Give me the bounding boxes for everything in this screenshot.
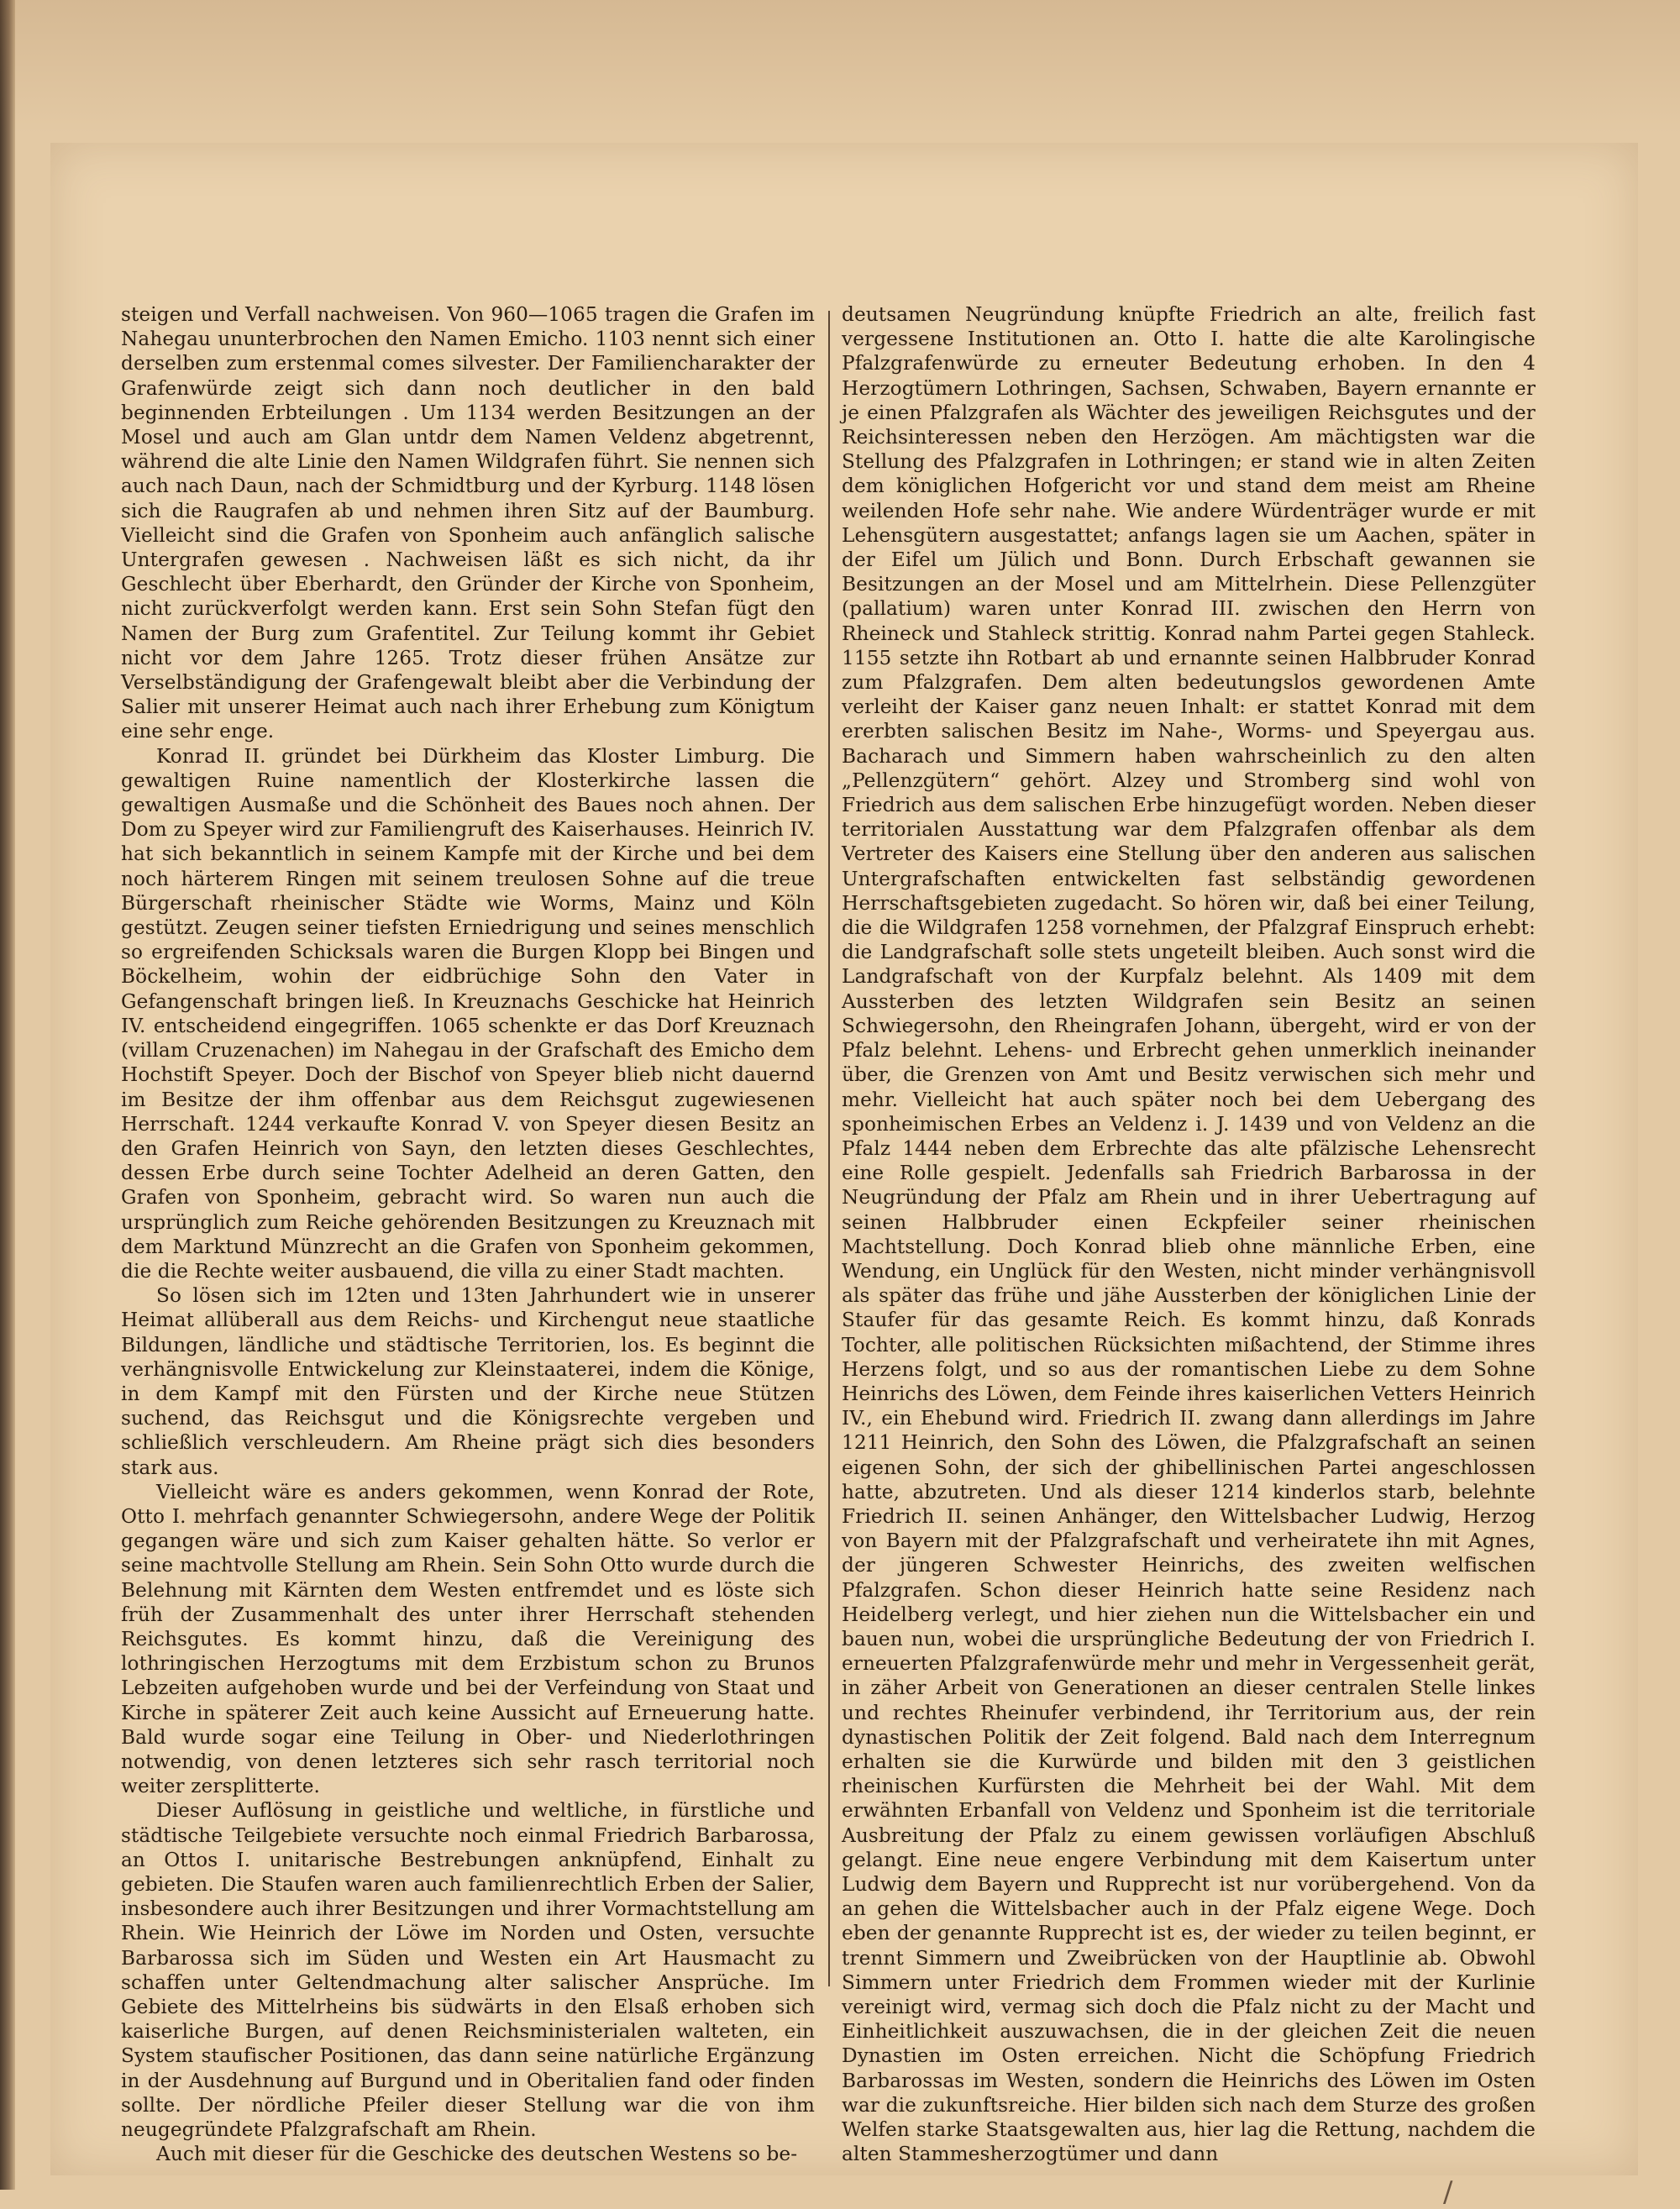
document-page bbox=[50, 143, 1638, 2209]
left-paragraph-1: steigen und Verfall nachweisen. Von 960—1065 tragen die Grafen im Nahegau ununterbrochen den Namen Emicho. 1103 nennt sich einer derselben zum erstenmal comes silvester. Der Familiencharakter der Grafenwürde zeigt sich dann noch deutlicher in den bald beginnenden Erbteilungen . Um 1134 werden Besitzungen an der Mosel und auch am Glan untdr dem Namen Veldenz abgetrennt, während die alte Linie den Namen Wildgrafen führt. Sie nennen sich auch nach Daun, nach der Schmidtburg und der Kyrburg. 1148 lösen sich die Raugrafen ab und nehmen ihren Sitz auf der Baumburg. Vielleicht sind die Grafen von Sponheim auch anfänglich salische Untergrafen gewesen . Nachweisen läßt es sich nicht, da ihr Geschlecht über Eberhardt, den Gründer der Kirche von Sponheim, nicht zurückverfolgt werden kann. Erst sein Sohn Stefan fügt den Namen der Burg zum Grafentitel. Zur Teilung kommt ihr Gebiet nicht vor dem Jahre 1265. Trotz dieser frühen Ansätze zur Verselbständigung der Grafengewalt bleibt aber die Verbindung der Salier mit unserer Heimat auch nach ihrer Erhebung zum Königtum eine sehr enge. bbox=[121, 303, 815, 743]
page-top-shade bbox=[0, 0, 1680, 134]
book-spine-edge bbox=[0, 0, 15, 2190]
left-column bbox=[121, 302, 815, 2166]
right-column bbox=[842, 302, 1536, 2166]
right-paragraph-1: deutsamen Neugründung knüpfte Friedrich an alte, freilich fast vergessene Institutionen an. Otto I. hatte die alte Karolingische Pfalzgrafenwürde zu erneuter Bedeutung erhoben. In den 4 Herzogtümern Lothringen, Sachsen, Schwaben, Bayern ernannte er je einen Pfalzgrafen als Wächter des jeweiligen Reichsgutes und der Reichsinteressen neben den Herzögen. Am mächtigsten war die Stellung des Pfalzgrafen in Lothringen; er stand wie in alten Zeiten dem königlichen Hofgericht vor und stand dem meist am Rheine weilenden Hofe sehr nahe. Wie andere Würdenträger wurde er mit Lehensgütern ausgestattet; anfangs lagen sie um Aachen, später in der Eifel um Jülich und Bonn. Durch Erbschaft gewannen sie Besitzungen an der Mosel und am Mittelrhein. Diese Pellenzgüter (pallatium) waren unter Konrad III. zwischen den Herrn von Rheineck und Stahleck strittig. Konrad nahm Partei gegen Stahleck. 1155 setzte ihn Rotbart ab und ernannte seinen Halbbruder Konrad zum Pfalzgrafen. Dem alten bedeutungslos gewordenen Amte verleiht der Kaiser ganz neuen Inhalt: er stattet Konrad mit dem ererbten salischen Besitz im Nahe-, Worms- und Speyergau aus. Bacharach und Simmern haben wahrscheinlich zu den alten „Pellenzgütern“ gehört. Alzey und Stromberg sind wohl von Friedrich aus dem salischen Erbe hinzugefügt worden. Neben dieser territorialen Ausstattung war dem Pfalzgrafen offenbar als dem Vertreter des Kaisers eine Stellung über den anderen aus salischen Untergrafschaften entwickelten fast selbständig gewordenen Herrschaftsgebieten zugedacht. So hören wir, daß bei einer Teilung, die die Wildgrafen 1258 vornehmen, der Pfalzgraf Einspruch erhebt: die Landgrafschaft solle stets ungeteilt bleiben. Auch sonst wird die Landgrafschaft von der Kurpfalz belehnt. Als 1409 mit dem Aussterben des letzten Wildgrafen sein Besitz an seinen Schwiegersohn, den Rheingrafen Johann, übergeht, wird er von der Pfalz belehnt. Lehens- und Erbrecht gehen unmerklich ineinander über, die Grenzen von Amt und Besitz verwischen sich mehr und mehr. Vielleicht hat auch später noch bei dem Uebergang des sponheimischen Erbes an Veldenz i. J. 1439 und von Veldenz an die Pfalz 1444 neben dem Erbrechte das alte pfälzische Lehensrecht eine Rolle gespielt. Jedenfalls sah Friedrich Barbarossa in der Neugründung der Pfalz am Rhein und in ihrer Uebertragung auf seinen Halbbruder einen Eckpfeiler seiner rheinischen Machtstellung. Doch Konrad blieb ohne männliche Erben, eine Wendung, ein Unglück für den Westen, nicht minder verhängnisvoll als später das frühe und jähe Aussterben der königlichen Linie der Staufer für das gesamte Reich. Es kommt hinzu, daß Konrads Tochter, alle politischen Rücksichten mißachtend, der Stimme ihres Herzens folgt, und so aus der romantischen Liebe zu dem Sohne Heinrichs des Löwen, dem Feinde ihres kaiserlichen Vetters Heinrich IV., ein Ehebund wird. Friedrich II. zwang dann allerdings im Jahre 1211 Heinrich, den Sohn des Löwen, die Pfalzgrafschaft an seinen eigenen Sohn, der sich der ghibellinischen Partei angeschlossen hatte, abzutreten. Und als dieser 1214 kinderlos starb, belehnte Friedrich II. seinen Anhänger, den Wittelsbacher Ludwig, Herzog von Bayern mit der Pfalzgrafschaft und verheiratete ihn mit Agnes, der jüngeren Schwester Heinrichs, des zweiten welfischen Pfalzgrafen. Schon dieser Heinrich hatte seine Residenz nach Heidelberg verlegt, und hier ziehen nun die Wittelsbacher ein und bauen nun, wobei die ursprüngliche Bedeutung der von Friedrich I. erneuerten Pfalzgrafenwürde mehr und mehr in Vergessenheit gerät, in zäher Arbeit von Generationen an dieser centralen Stelle linkes und rechtes Rheinufer verbindend, ihr Territorium aus, der rein dynastischen Politik der Zeit folgend. Bald nach dem Interregnum erhalten sie die Kurwürde und bilden mit den 3 geistlichen rheinischen Kurfürsten die Mehrheit bei der Wahl. Mit dem erwähnten Erbanfall von Veldenz und Sponheim ist die territoriale Ausbreitung der Pfalz zu einem gewissen vorläufigen Abschluß gelangt. Eine neue engere Verbindung mit dem Kaisertum unter Ludwig dem Bayern und Rupprecht ist nur vorübergehend. Von da an gehen die Wittelsbacher auch in der Pfalz eigene Wege. Doch eben der genannte Rupprecht ist es, der wieder zu teilen beginnt, er trennt Simmern und Zweibrücken von der Hauptlinie ab. Obwohl Simmern unter Friedrich dem Frommen wieder mit der Kurlinie vereinigt wird, vermag sich doch die Pfalz nicht zu der Macht und Einheitlichkeit auszuwachsen, die in der gleichen Zeit die neuen Dynastien im Osten erreichen. Nicht die Schöpfung Friedrich Barbarossas im Westen, sondern die Heinrichs des Löwen im Osten war die zukunftsreiche. Hier bilden sich nach dem Sturze des großen Welfen starke Staatsgewalten aus, hier lag die Rettung, nachdem die alten Stammesherzogtümer und dann bbox=[842, 303, 1536, 2166]
column-divider bbox=[828, 311, 830, 1986]
left-paragraph-5: Dieser Auflösung in geistliche und weltliche, in fürstliche und städtische Teilgebiete versuchte noch einmal Friedrich Barbarossa, an Ottos I. unitarische Bestrebungen anknüpfend, Einhalt zu gebieten. Die Staufen waren auch familienrechtlich Erben der Salier, insbesondere auch ihrer Besitzungen und ihrer Vormachtstellung am Rhein. Wie Heinrich der Löwe im Norden und Osten, versuchte Barbarossa sich im Süden und Westen ein Art Hausmacht zu schaffen unter Geltendmachung alter salischer Ansprüche. Im Gebiete des Mittelrheins bis südwärts in den Elsaß erhoben sich kaiserliche Burgen, auf denen Reichsministerialen walteten, ein System staufischer Positionen, das dann seine natürliche Ergänzung in der Ausdehnung auf Burgund und in Oberitalien fand oder finden sollte. Der nördliche Pfeiler dieser Stellung war die von ihm neugegründete Pfalzgrafschaft am Rhein. bbox=[121, 1799, 815, 2142]
left-paragraph-3: So lösen sich im 12ten und 13ten Jahrhundert wie in unserer Heimat allüberall aus dem Reichs- und Kirchengut neue staatliche Bildungen, ländliche und städtische Territorien, los. Es beginnt die verhängnisvolle Entwickelung zur Kleinstaaterei, indem die Könige, in dem Kampf mit den Fürsten und der Kirche neue Stützen suchend, das Reichsgut und die Königsrechte vergeben und schließlich verschleudern. Am Rheine prägt sich dies besonders stark aus. bbox=[121, 1284, 815, 1479]
left-paragraph-2: Konrad II. gründet bei Dürkheim das Kloster Limburg. Die gewaltigen Ruine namentlich der Klosterkirche lassen die gewaltigen Ausmaße und die Schönheit des Baues noch ahnen. Der Dom zu Speyer wird zur Familiengruft des Kaiserhauses. Heinrich IV. hat sich bekanntlich in seinem Kampfe mit der Kirche und bei dem noch härterem Ringen mit seinem treulosen Sohne auf die treue Bürgerschaft rheinischer Städte wie Worms, Mainz und Köln gestützt. Zeugen seiner tiefsten Erniedrigung und seines menschlich so ergreifenden Schicksals waren die Burgen Klopp bei Bingen und Böckelheim, wohin der eidbrüchige Sohn den Vater in Gefangenschaft bringen ließ. In Kreuznachs Geschicke hat Heinrich IV. entscheidend eingegriffen. 1065 schenkte er das Dorf Kreuznach (villam Cruzenachen) im Nahegau in der Grafschaft des Emicho dem Hochstift Speyer. Doch der Bischof von Speyer blieb nicht dauernd im Besitze der ihm offenbar aus dem Reichsgut zugewiesenen Herrschaft. 1244 verkaufte Konrad V. von Speyer diesen Besitz an den Grafen Heinrich von Sayn, den letzten dieses Geschlechtes, dessen Erbe durch seine Tochter Adelheid an deren Gatten, den Grafen von Sponheim, gebracht wird. So waren nun auch die ursprünglich zum Reiche gehörenden Besitzungen zu Kreuznach mit dem Marktund Münzrecht an die Grafen von Sponheim gekommen, die die Rechte weiter ausbauend, die villa zu einer Stadt machten. bbox=[121, 744, 815, 1283]
left-paragraph-4: Vielleicht wäre es anders gekommen, wenn Konrad der Rote, Otto I. mehrfach genannter Schwiegersohn, andere Wege der Politik gegangen wäre und sich zum Kaiser gehalten hätte. So verlor er seine machtvolle Stellung am Rhein. Sein Sohn Otto wurde durch die Belehnung mit Kärnten dem Westen entfremdet und es löste sich früh der Zusammenhalt des unter ihrer Herrschaft stehenden Reichsgutes. Es kommt hinzu, daß die Vereinigung des lothringischen Herzogtums mit dem Erzbistum schon zu Brunos Lebzeiten aufgehoben wurde und bei der Verfeindung von Staat und Kirche in späterer Zeit auch keine Aussicht auf Erneuerung hatte. Bald wurde sogar eine Teilung in Ober- und Niederlothringen notwendig, von denen letzteres sich sehr rasch territorial noch weiter zersplitterte. bbox=[121, 1480, 815, 1798]
stray-pencil-mark: / bbox=[1443, 2175, 1453, 2209]
left-paragraph-6: Auch mit dieser für die Geschicke des deutschen Westens so be- bbox=[156, 2143, 798, 2166]
